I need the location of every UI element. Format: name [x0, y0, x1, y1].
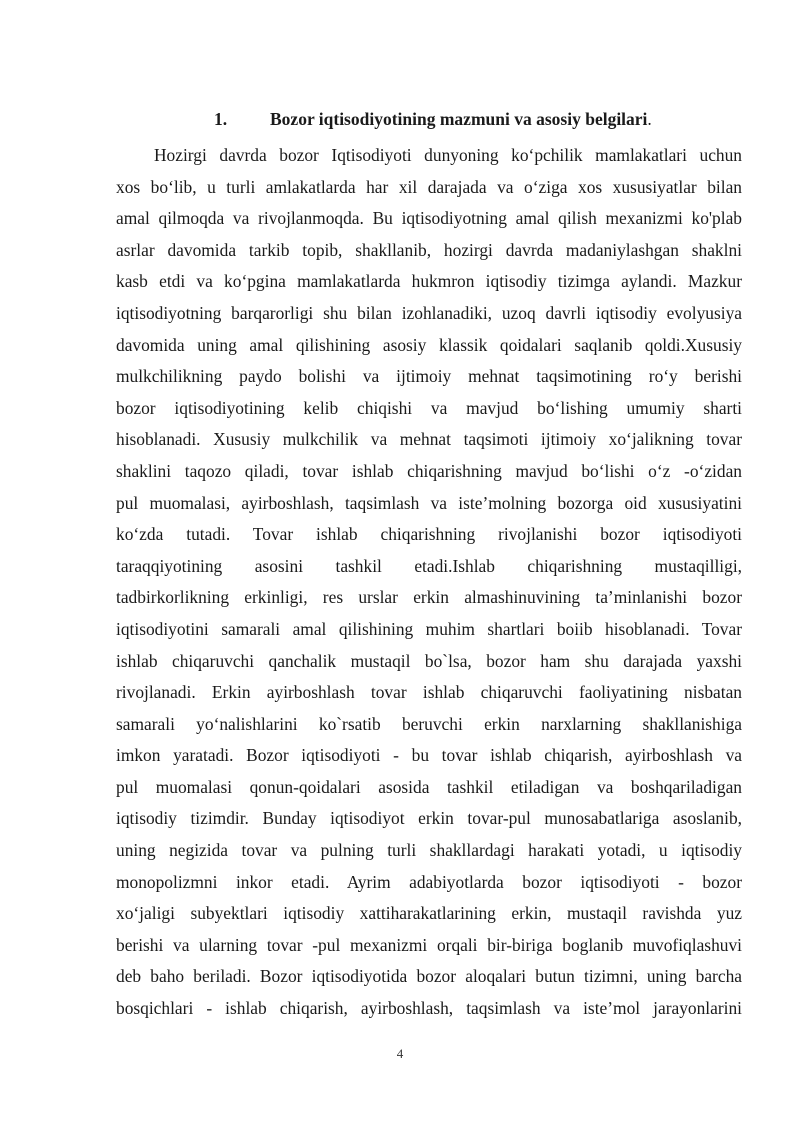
paragraph-line: asrlar davomida tarkib topib, shakllanib, hozirgi davrda madaniylashgan shaklni — [116, 239, 742, 260]
paragraph-line: kasb etdi va ko‘pgina mamlakatlarda hukmron iqtisodiy tizimga aylandi. Mazkur — [116, 271, 742, 292]
paragraph-line: davomida uning amal qilishining asosiy klassik qoidalari saqlanib qoldi.Xususiy — [116, 334, 742, 355]
paragraph-line: imkon yaratadi. Bozor iqtisodiyoti - bu tovar ishlab chiqarish, ayirboshlash va — [116, 745, 742, 766]
paragraph-line: bozor iqtisodiyotining kelib chiqishi va mavjud bo‘lishing umumiy sharti — [116, 397, 742, 418]
paragraph-line: Hozirgi davrda bozor Iqtisodiyoti dunyoning ko‘pchilik mamlakatlari uchun — [154, 145, 742, 165]
page-number: 4 — [396, 1046, 404, 1061]
body-paragraph — [116, 140, 742, 1025]
paragraph-line: amal qilmoqda va rivojlanmoqda. Bu iqtisodiyotning amal qilish mexanizmi ko'plab — [116, 208, 742, 229]
paragraph-line: iqtisodiy tizimdir. Bunday iqtisodiyot erkin tovar-pul munosabatlariga asoslanib, — [116, 808, 742, 829]
paragraph-line: hisoblanadi. Xususiy mulkchilik va mehnat taqsimoti ijtimoiy xo‘jalikning tovar — [116, 429, 742, 450]
paragraph-line: taraqqiyotining asosini tashkil etadi.Ishlab chiqarishning mustaqilligi, — [116, 555, 742, 576]
paragraph-line: xo‘jaligi subyektlari iqtisodiy xattiharakatlarining erkin, mustaqil ravishda yuz — [116, 903, 742, 924]
section-number: 1. — [214, 109, 228, 129]
paragraph-line: pul muomalasi, ayirboshlash, taqsimlash va iste’molning bozorga oid xususiyatini — [116, 492, 742, 513]
section-heading — [214, 109, 652, 130]
paragraph-line: shaklini taqozo qiladi, tovar ishlab chiqarishning mavjud bo‘lishi o‘z -o‘zidan — [116, 460, 742, 481]
paragraph-line: rivojlanadi. Erkin ayirboshlash tovar ishlab chiqaruvchi faoliyatining nisbatan — [116, 682, 742, 703]
paragraph-line: ishlab chiqaruvchi qanchalik mustaqil bo`lsa, bozor ham shu darajada yaxshi — [116, 650, 742, 671]
paragraph-line: ko‘zda tutadi. Tovar ishlab chiqarishning rivojlanishi bozor iqtisodiyoti — [116, 524, 742, 545]
paragraph-line: xos bo‘lib, u turli amlakatlarda har xil darajada va o‘ziga xos xususiyatlar bilan — [116, 176, 742, 197]
paragraph-line: berishi va ularning tovar -pul mexanizmi orqali bir-biriga boglanib muvofiqlashuvi — [116, 934, 742, 955]
section-title: Bozor iqtisodiyotining mazmuni va asosiy belgilari — [270, 109, 648, 129]
paragraph-line: pul muomalasi qonun-qoidalari asosida tashkil etiladigan va boshqariladigan — [116, 776, 742, 797]
section-title-trailing: . — [647, 109, 652, 129]
paragraph-line: mulkchilikning paydo bolishi va ijtimoiy mehnat taqsimotining ro‘y berishi — [116, 366, 742, 387]
paragraph-line: iqtisodiyotini samarali amal qilishining muhim shartlari boiib hisoblanadi. Tovar — [116, 618, 742, 639]
paragraph-line: uning negizida tovar va pulning turli shakllardagi harakati yotadi, u iqtisodiy — [116, 840, 742, 861]
paragraph-line: deb baho beriladi. Bozor iqtisodiyotida bozor aloqalari butun tizimni, uning barcha — [116, 966, 742, 987]
paragraph-line: iqtisodiyotning barqarorligi shu bilan izohlanadiki, uzoq davrli iqtisodiy evolyusiya — [116, 302, 742, 323]
paragraph-line: monopolizmni inkor etadi. Ayrim adabiyotlarda bozor iqtisodiyoti - bozor — [116, 871, 742, 892]
paragraph-line: samarali yo‘nalishlarini ko`rsatib beruvchi erkin narxlarning shakllanishiga — [116, 713, 742, 734]
paragraph-line: bosqichlari - ishlab chiqarish, ayirboshlash, taqsimlash va iste’mol jarayonlarini — [116, 998, 742, 1019]
paragraph-line: tadbirkorlikning erkinligi, res urslar erkin almashinuvining ta’minlanishi bozor — [116, 587, 742, 608]
